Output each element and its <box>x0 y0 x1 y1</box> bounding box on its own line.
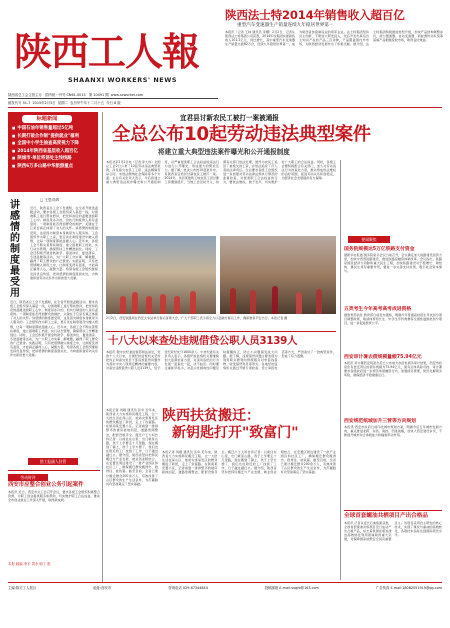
story3-headline <box>162 408 338 448</box>
mail-code: 邮发代号 51-7 <box>8 101 31 105</box>
masthead <box>8 28 218 90</box>
cn-number: 国内统一刊号 CN61-0015 <box>45 93 86 97</box>
weekday: 星期二 <box>57 101 68 105</box>
bottom-left-label: 劳动时评 <box>8 474 48 481</box>
commentary-body: 近日，陕西省总工会下发通知，在全省开展送温暖活动，要求各级工会组织深入基层一线，对困难职工进行帮扶慰问，把党和政府的温暖送到职工心中。制度是冰冷的，但执行制度的人是有温度的。一项制度能否得到群众的拥护，关键在于它是否真正体现了对人的关怀。讲感情的制度最受用，这是因为制度本身就是为人服务的。工会组织作为职工之家，更应该在制度建设中融入感情，让每一项制度都能温暖人心。近年来，各级工会不断完善帮扶制度，建立困难职工档案，实行动态管理，确保帮扶工作精准到位。同时，工会还积极开展金秋助学、春送岗位、夏送清凉、冬送温暖等活动，为广大职工办实事、解难题，赢得了职工群众的广泛赞誉。实践证明，只有把感情融入制度之中，让制度变得有温度，才能真正赢得人心，凝聚力量。希望各级工会组织继续发扬优良传统，把讲感情的制度落到实处，为构建和谐劳动关系作出新的更大贡献。 <box>10 300 98 358</box>
lead-title: 全总公布10起劳动违法典型案件 <box>112 124 371 145</box>
masthead-info-row-1 <box>8 92 218 97</box>
headline-index <box>8 112 98 192</box>
lead-body: 本报北京2月2日电（记者 李大伟）全国总工会2日公布了10起劳动违法典型案例，涉及拖欠农民工工资、违法解除劳动合同、未依法缴纳社会保险等多个方面。全总有关负责人表示，今后将建立重大典型违法案件曝光和公开通报制度，对严重侵害职工合法权益的违法行为进行公开曝光，形成强大的舆论压力。据了解，此次公布的10起案件中，有陕西省宜君县讨薪农民工被打一案。2014年，该县某建筑工地农民工因讨要工资遭到殴打，当地工会及时介入，协调有关部门依法处理，最终为农民工追回了被拖欠的工资，并依法追究了打人者的法律责任。全总要求各级工会组织进一步加强对劳动法律法规执行情况的监督检查，对侵害职工合法权益的行为，要依法维权，敢于发声，切实维护好广大职工的合法权益。同时，各级工会要积极配合有关部门，加大对劳动违法行为的查处力度，推动形成依法维权的良好氛围，促进劳动关系和谐稳定，为经济社会发展提供有力保障。 <box>106 160 336 185</box>
top-story-title: 陕西法士特2014年销售收入超百亿 <box>225 8 405 22</box>
sidebar-item-body: 据教育部消息 教育部日前发布通知，明确今年普通高校招生考试加分项目调整政策，取消体育特长生、中学生学科奥赛等全国性鼓励类加分项目，进一步促进教育公平。 <box>344 313 442 326</box>
story3-title2: 新钥匙打开"致富门" <box>172 425 299 441</box>
story3-title: 陕西扶贫搬迁： <box>162 408 260 424</box>
footer-phone: 咨询电话 029-87344844 <box>168 586 208 590</box>
index-item[interactable]: ■ 长期打破合作制"提供就业"福利 <box>12 133 98 141</box>
top-story <box>225 8 443 104</box>
bottom-left-body: 本报讯 近日，西安市总工会召开会议，要求各级工会组织积极整合资源，为职工创业提供服务和帮助，切实维护职工合法权益，推动全市创业就业工作深入开展，取得新成效。 <box>8 490 100 503</box>
side-bottom-body: 本报讯 记者从延长石油集团获悉，全球首套煤油共炼项目近日成功产出合格产品，标志着我国在煤炭清洁高效转化利用领域取得重大突破，对保障国家能源安全具有重要意义。该项目采用自主研发的核心技术，实现了煤炭与重油的高效转化，各项技术指标达到国际领先水平。 <box>344 521 442 542</box>
sidebar-item-body: 据新华社报道 国务院常务会议日前召开，会议确定加大铁路建设投资力度，加快中西部铁路建设，推进铁路投融资体制改革。会议指出，铁路是国民经济大动脉和重大民生工程，加快铁路建设对于稳增长、调结构、惠民生具有重要作用，要进一步完善支持政策，吸引社会资本参与。 <box>344 253 442 274</box>
footer-fax[interactable]: 广告传真 E-mail:18082051919@gg.com <box>375 586 442 590</box>
commentary-footer: 图工报副人驻管 <box>28 458 78 465</box>
index-item[interactable]: ■ 2014年陕西省基层收入超百亿 <box>12 148 98 156</box>
issue-serial: 第 10491 期 <box>88 93 109 97</box>
story2-body: 本报讯 据中央纪委监察部网站消息，党的十八大以来，全国纪检监察机关坚持把纠正和查处党员干部违规借贷问题作为落实中央八项规定精神的重要内容，共查处违规借贷公职人员3139人，给予党纪政纪处分1800余人。中央纪委有关负责人表示，各级纪检监察机关要继续加大监督检查力度，对顶风违纪的行为发现一起查处一起，决不姑息。同时要注重抓早抓小，对苗头性倾向性问题及时提醒纠正，防止小问题演变成大问题。据了解，违规借贷问题主要表现为利用职务便利向管理服务对象借钱借物、收受借贷利息等形式。各地纪检监察机关通过开展专项检查、设立举报电话等方式，严肃查处了一批典型案件，形成了有力震慑。 <box>106 350 336 371</box>
story3-body: 本报记者 刘刚 通讯员 张华 近年来，陕西省大力实施移民搬迁工程，让一大批生活在深山区、地质灾害易发区的群众搬进了新居，走上了致富路。在陕南某安置小区，记者看到一排排整齐的楼房拔地而起，道路宽阔整洁，配套设施齐全。搬迁户王大妈告诉记者：以前住在山里，出门就是山路，孩子上学要走十几里路，现在搬到了镇上，孩子上学方便了，我们也在附近的工厂找到了工作，日子越过越红火。据介绍，陕西省坚持把移民搬迁与产业发展、就业创业相结合，在安置区周边建设了一批产业园区和社区工厂，确保搬迁群众搬得出、稳得住、能致富。截至目前，全省已累计搬迁群众200余万人，有效改善了山区群众的生产生活条件，为打赢脱贫攻坚战奠定了坚实基础。 <box>162 450 336 475</box>
index-item[interactable]: ■ 全国中小学生抽查高度视力下降 <box>12 140 98 148</box>
bottom-left <box>8 474 100 584</box>
sidebar-item-body: 本报讯 西安市政府日前印发城市规划方案，明确今后五年城市发展方向，重点推进北跨、东拓、南控、西进战略，加快大西安建设步伐，不断提升城市综合承载能力和辐射带动作用。 <box>344 425 442 438</box>
lead-photo-right <box>220 236 336 314</box>
footer <box>8 584 442 592</box>
commentary-body-top: 近日，陕西省总工会下发通知，在全省开展送温暖活动，要求各级工会组织深入基层一线，对困难职工进行帮扶慰问，把党和政府的温暖送到职工心中。制度是冰冷的，但执行制度的人是有温度的。一项制度能否得到群众的拥护，关键在于它是否真正体现了对人的关怀。讲感情的制度最受用，这是因为制度本身就是为人服务的。工会组织作为职工之家，更应该在制度建设中融入感情，让每一项制度都能温暖人心。近年来，各级工会不断完善帮扶制度，建立困难职工档案，实行动态管理，确保帮扶工作精准到位。同时，工会还积极开展金秋助学、春送岗位、夏送清凉、冬送温暖等活动，为广大职工办实事、解难题，赢得了职工群众的广泛赞誉。实践证明，只有把感情融入制度之中，让制度变得有温度，才能真正赢得人心，凝聚力量。希望各级工会组织继续发扬优良传统，把讲感情的制度落到实处，为构建和谐劳动关系作出新的更大贡献。 <box>30 206 98 280</box>
sidebar-item-title[interactable]: 西安审计署去债规模量额75.94亿元 <box>344 355 422 360</box>
issue-date: 2015年2月3日 <box>32 101 56 105</box>
lead-subtitle: 将建立重大典型违法案件曝光和公开通报制度 <box>158 148 290 156</box>
lunar-date: 农历甲午年十二月十五 <box>70 101 105 105</box>
footer-email[interactable]: 投稿邮箱 E-mail:sxgrb@163.com <box>264 586 319 590</box>
lead-kicker: 宜君县讨新农民工被打一案被通报 <box>180 114 279 122</box>
masthead-pinyin: SHAANXI WORKERS' NEWS <box>68 76 178 84</box>
website[interactable]: www.sxworker.com <box>110 93 144 97</box>
sidebar <box>344 246 442 508</box>
masthead-info-row-2 <box>8 100 220 105</box>
bottom-left-footer: 本报 邮编 李平 刘永 职工 报 <box>8 562 51 566</box>
top-story-subtitle: 重型汽车变速器生产销量连续九年稳居世界第一 <box>237 23 334 28</box>
sidebar-label: 要闻聚焦 <box>348 236 390 243</box>
index-item[interactable]: ■ 陕城市·单位将惩处主线线路 <box>12 155 98 163</box>
publisher: 陕西省总工会主管主办 <box>8 93 42 97</box>
bottom-left-title: 西安市应整合创业公务引起案件 <box>8 482 84 488</box>
story2-title: 十八大以来查处违规借贷公职人员3139人 <box>108 335 298 347</box>
side-bottom-title[interactable]: 全球首套螺油共栖项目产出合格品 <box>344 513 428 519</box>
sidebar-item-title[interactable]: 西安规范纸城加升三营等方向规划 <box>344 419 416 424</box>
index-item[interactable]: ■ 陕西6万多山路中华旅游重点 <box>12 163 98 171</box>
index-item[interactable]: ■ 中国石油年销售量超过5亿吨 <box>12 125 98 133</box>
story3-body-left: 本报记者 刘刚 通讯员 张华 近年来，陕西省大力实施移民搬迁工程，让一大批生活在深山区、地质灾害易发区的群众搬进了新居，走上了致富路。在陕南某安置小区，记者看到一排排整齐的楼房拔地而起，道路宽阔整洁，配套设施齐全。搬迁户王大妈告诉记者：以前住在山里，出门就是山路，孩子上学要走十几里路，现在搬到了镇上，孩子上学方便了，我们也在附近的工厂找到了工作，日子越过越红火。据介绍，陕西省坚持把移民搬迁与产业发展、就业创业相结合，在安置区周边建设了一批产业园区和社区工厂，确保搬迁群众搬得出、稳得住、能致富。截至目前，全省已累计搬迁群众200余万人，有效改善了山区群众的生产生活条件，为打赢脱贫攻坚战奠定了坚实基础。 <box>106 408 158 486</box>
lead-photo-left <box>106 236 216 314</box>
footer-left: 主编:陈宏工人报社 <box>8 586 37 590</box>
commentary-author: □ 王思对碍 <box>40 198 59 202</box>
sidebar-item-title[interactable]: 国务院规模达5万亿铁路支付资金 <box>344 247 415 252</box>
top-story-body: 本报讯（记者 王林 通讯员 李娜）2月2日，记者从陕西法士特集团公司获悉，2014年该集团实现销售收入101.2亿元，同比增长，其中重型汽车变速器生产销量达到82万台，连续九年稳居世界第一，成为陕西省装备制造业的领军企业。法士特集团坚持自主创新，不断加大研发投入，先后开发出具有自主知识产权的产品三百余种，产品覆盖国内外市场，为陕西经济发展作出了积极贡献。据介绍，法士特集团积极推进转型升级，加快产品结构调整步伐，液力缓速器、自动变速器、新能源传动系统等高端产品相继投放市场，取得良好效益。 <box>225 30 443 47</box>
page-count: 今日 8 版 <box>106 101 121 105</box>
side-bottom <box>344 512 442 578</box>
masthead-title: 陕西工人報 <box>14 29 200 74</box>
headline-index-list <box>8 123 98 171</box>
sidebar-item-body: 本报讯 审计署西安特派办近日公布地方政府性债务审计结果，西安市政府负有偿还责任的债务规模为75.94亿元，债务总体风险可控。审计署要求各级政府进一步规范举债融资行为，加强债务管理，防范化解债务风险，确保经济平稳健康运行。 <box>344 361 442 378</box>
footer-address: 地址:西安市 <box>93 586 112 590</box>
headline-index-label: 标题新闻 <box>22 115 72 123</box>
lead-photo-caption: 2月2日，西安铁路局在西安火车站举行春运誓师大会，广大干部职工表示将全力以赴做好春运工作，确保旅客平安出行。本报记者 摄 <box>106 316 288 320</box>
commentary-title: 讲感情的制度最受用 <box>10 200 20 299</box>
sidebar-item-title[interactable]: 五类考生今年高考高考成进资格 <box>344 307 412 312</box>
